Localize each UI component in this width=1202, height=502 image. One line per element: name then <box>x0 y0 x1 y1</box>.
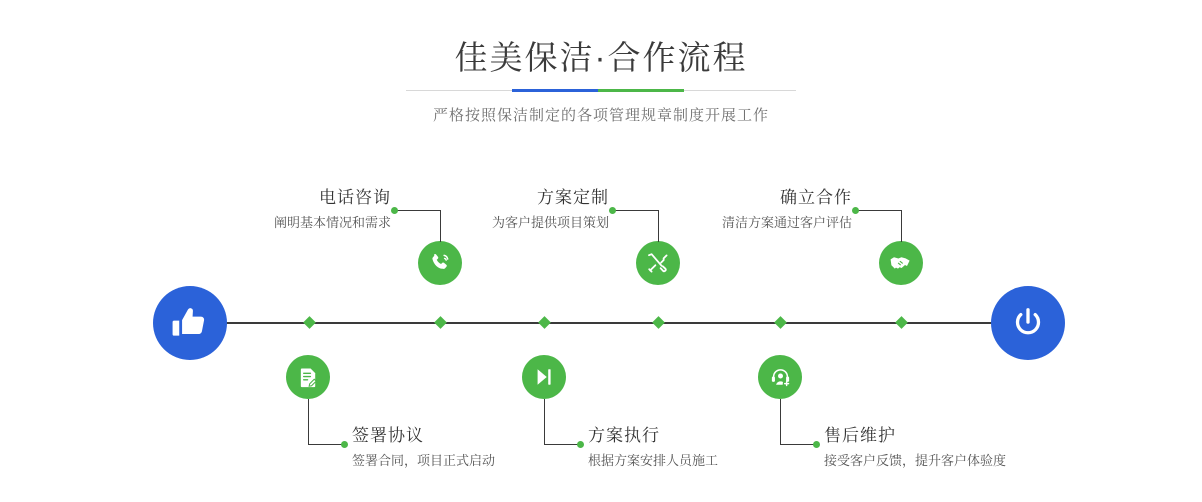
step-connector-horizontal <box>856 210 901 211</box>
step-label-1 <box>241 186 391 234</box>
step-desc: 接受客户反馈，提升客户体验度 <box>824 453 1007 468</box>
step-connector-horizontal <box>395 210 440 211</box>
step-icon-play-forward <box>522 355 566 399</box>
step-desc: 清洁方案通过客户评估 <box>721 215 852 230</box>
timeline-start-node <box>153 286 227 360</box>
step-title: 方案执行 <box>588 426 660 445</box>
step-connector-vertical <box>544 399 545 444</box>
step-title: 售后维护 <box>824 426 896 445</box>
title-divider <box>406 89 796 92</box>
divider-accent-blue <box>512 89 598 92</box>
step-connector-dot <box>813 441 820 448</box>
document-edit-icon <box>297 366 320 389</box>
step-icon-tools <box>636 241 680 285</box>
axis-marker <box>538 316 551 329</box>
header <box>0 36 1202 125</box>
tools-icon <box>646 251 670 275</box>
customer-service-icon <box>769 366 792 389</box>
timeline-end-node <box>991 286 1065 360</box>
step-connector-horizontal <box>308 444 344 445</box>
step-label-3 <box>449 186 609 234</box>
step-label-4 <box>588 424 718 472</box>
thumbs-up-icon <box>171 304 209 342</box>
step-connector-vertical <box>901 210 902 242</box>
timeline-axis <box>155 322 1055 324</box>
step-connector-dot <box>609 207 616 214</box>
step-label-2 <box>352 424 495 472</box>
step-connector-dot <box>341 441 348 448</box>
divider-accent-green <box>598 89 684 92</box>
step-title: 方案定制 <box>537 188 609 207</box>
page-subtitle: 严格按照保洁制定的各项管理规章制度开展工作 <box>432 107 769 124</box>
axis-marker <box>303 316 316 329</box>
step-connector-dot <box>852 207 859 214</box>
step-connector-dot <box>391 207 398 214</box>
step-connector-vertical <box>440 210 441 242</box>
step-icon-phone-call <box>418 241 462 285</box>
axis-marker <box>774 316 787 329</box>
axis-marker <box>895 316 908 329</box>
step-title: 签署协议 <box>352 426 424 445</box>
step-connector-vertical <box>780 399 781 444</box>
step-desc: 阐明基本情况和需求 <box>273 215 391 230</box>
page-title: 佳美保洁·合作流程 <box>454 39 748 76</box>
step-title: 确立合作 <box>780 188 852 207</box>
step-icon-handshake <box>879 241 923 285</box>
step-desc: 签署合同，项目正式启动 <box>352 453 496 468</box>
step-desc: 为客户提供项目策划 <box>491 215 609 230</box>
axis-marker <box>652 316 665 329</box>
handshake-icon <box>889 251 913 275</box>
step-desc: 根据方案安排人员施工 <box>588 453 719 468</box>
step-connector-horizontal <box>613 210 658 211</box>
step-connector-horizontal <box>544 444 580 445</box>
step-label-5 <box>692 186 852 234</box>
step-title: 电话咨询 <box>319 188 391 207</box>
step-connector-dot <box>577 441 584 448</box>
step-label-6 <box>824 424 1006 472</box>
step-icon-document-edit <box>286 355 330 399</box>
step-connector-vertical <box>308 399 309 444</box>
play-forward-icon <box>533 366 555 388</box>
axis-marker <box>434 316 447 329</box>
step-connector-vertical <box>658 210 659 242</box>
step-icon-customer-service <box>758 355 802 399</box>
phone-call-icon <box>428 251 452 275</box>
power-icon <box>1010 305 1046 341</box>
step-connector-horizontal <box>780 444 816 445</box>
